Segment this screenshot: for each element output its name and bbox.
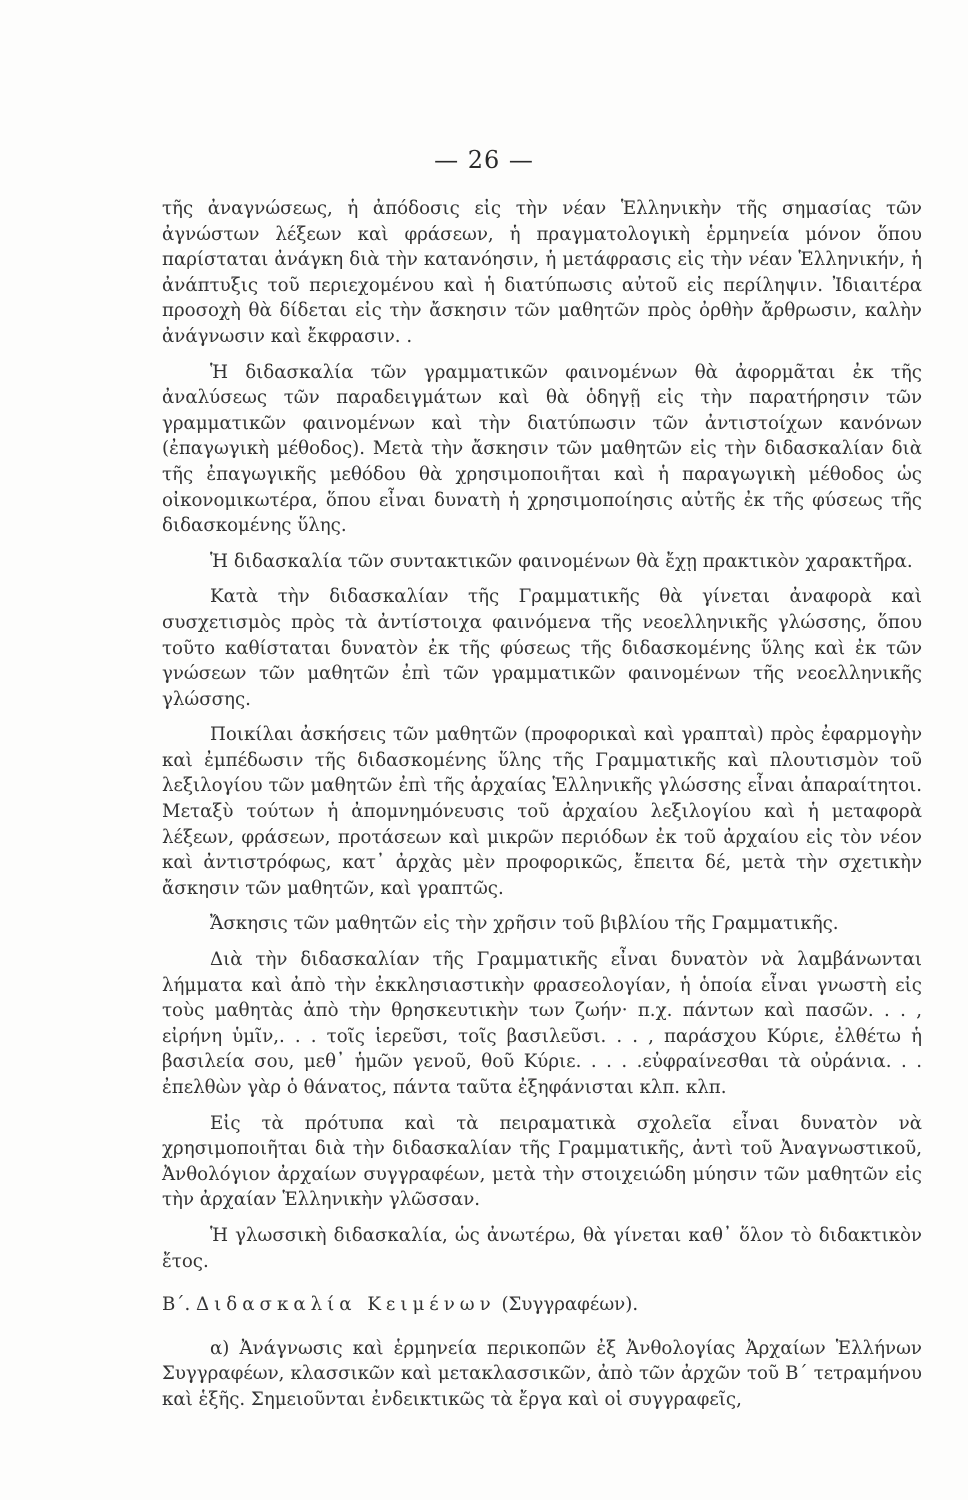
paragraph-anthology-reading: α) Ἀνάγνωσις καὶ ἑρμηνεία περικοπῶν ἐξ Ἀνθολογίας Ἀρχαίων Ἑλλήνων Συγγραφέων, κλασσικῶν καὶ μετακλασσικῶν, ἀπὸ τῶν ἀρχῶν τοῦ Β΄ τετραμήνου καὶ ἑξῆς. Σημειοῦνται ἐνδεικτικῶς τὰ ἔργα καὶ οἱ συγγραφεῖς,	[162, 1337, 922, 1410]
paragraph-ecclesiastical-phrases: Διὰ τὴν διδασκαλίαν τῆς Γραμματικῆς εἶναι δυνατὸν νὰ λαμβάνωνται λήμματα καὶ ἀπὸ τὴν ἐκκλησιαστικὴν φρασεολογίαν, ἡ ὁποία εἶναι γνωστὴ εἰς τοὺς μαθητὰς ἀπὸ τὴν θρησκευτικὴν των ζωήν· π.χ. πάντων καὶ πασῶν. . . , εἰρήνη ὑμῖν,. . . τοῖς ἱερεῦσι, τοῖς βασιλεῦσι. . . , παράσχου Κύριε, ἐλθέτω ἡ βασιλεία σου, μεθ᾽ ἡμῶν γενοῦ, θοῦ Κύριε. . . . .εὐφραίνεσθαι τὰ οὐράνια. . . ἐπελθὼν γὰρ ὁ θάνατος, πάντα ταῦτα ἐξηφάνισται κλπ. κλπ.	[162, 949, 922, 1098]
paragraph-model-schools: Εἰς τὰ πρότυπα καὶ τὰ πειραματικὰ σχολεῖα εἶναι δυνατὸν νὰ χρησιμοποιῆται διὰ τὴν διδασκαλίαν τῆς Γραμματικῆς, ἀντὶ τοῦ Ἀναγνωστικοῦ, Ἀνθολόγιον ἀρχαίων συγγραφέων, μετὰ τὴν στοιχειώδη μύησιν τῶν μαθητῶν εἰς τὴν ἀρχαίαν Ἑλληνικὴν γλῶσσαν.	[162, 1112, 922, 1211]
paragraph-grammar-teaching: Ἡ διδασκαλία τῶν γραμματικῶν φαινομένων θὰ ἀφορμᾶται ἐκ τῆς ἀναλύσεως τῶν παραδειγμάτων καὶ θὰ ὁδηγῇ εἰς τὴν παρατήρησιν τῶν γραμματικῶν φαινομένων καὶ τὴν διατύπωσιν τῶν ἀντιστοίχων κανόνων (ἐπαγωγικὴ μέθοδος). Μετὰ τὴν ἄσκησιν τῶν μαθητῶν εἰς τὴν διδασκαλίαν διὰ τῆς ἐπαγωγικῆς μεθόδου θὰ χρησιμοποιῆται καὶ ἡ παραγωγικὴ μέθοδος ὡς οἰκονομικωτέρα, ὅπου εἶναι δυνατὴ ἡ χρησιμοποίησις αὐτῆς ἐκ τῆς φύσεως τῆς διδασκομένης ὕλης.	[162, 361, 922, 537]
paragraph-reading-method: τῆς ἀναγνώσεως, ἡ ἀπόδοσις εἰς τὴν νέαν Ἑλληνικὴν τῆς σημασίας τῶν ἀγνώστων λέξεων καὶ φράσεων, ἡ πραγματολογικὴ ἑρμηνεία μόνον ὅπου παρίσταται ἀνάγκη διὰ τὴν κατανόησιν, ἡ μετάφρασις εἰς τὴν νέαν Ἑλληνικήν, ἡ ἀνάπτυξις τοῦ περιεχομένου καὶ ἡ διατύπωσις αὐτοῦ εἰς περίληψιν. Ἰδιαιτέρα προσοχὴ θὰ δίδεται εἰς τὴν ἄσκησιν τῶν μαθητῶν πρὸς ὀρθὴν ἄρθρωσιν, καλὴν ἀνάγνωσιν καὶ ἔκφρασιν. .	[162, 198, 922, 347]
paragraph-modern-greek-comparison: Κατὰ τὴν διδασκαλίαν τῆς Γραμματικῆς θὰ γίνεται ἀναφορὰ καὶ συσχετισμὸς πρὸς τὰ ἀντίστοιχα φαινόμενα τῆς νεοελληνικῆς γλώσσης, ὅπου τοῦτο καθίσταται δυνατὸν ἐκ τῆς φύσεως τῆς διδασκομένης ὕλης καὶ ἐκ τῶν γνώσεων τῶν μαθητῶν ἐπὶ τῶν γραμματικῶν φαινομένων τῆς νεοελληνικῆς γλώσσης.	[162, 586, 922, 710]
paragraph-exercises: Ποικίλαι ἀσκήσεις τῶν μαθητῶν (προφορικαὶ καὶ γραπταὶ) πρὸς ἐφαρμογὴν καὶ ἐμπέδωσιν τῆς διδασκομένης ὕλης τῆς Γραμματικῆς καὶ πλουτισμὸν τοῦ λεξιλογίου τῶν μαθητῶν ἐπὶ τῆς ἀρχαίας Ἑλληνικῆς γλώσσης εἶναι ἀπαραίτητοι. Μεταξὺ τούτων ἡ ἀπομνημόνευσις τοῦ ἀρχαίου λεξιλογίου καὶ ἡ μεταφορὰ λέξεων, φράσεων, προτάσεων καὶ μικρῶν περιόδων ἐκ τοῦ ἀρχαίου εἰς τὸν νέον καὶ ἀντιστρόφως, κατ᾽ ἀρχὰς μὲν προφορικῶς, ἔπειτα δέ, μετὰ τὴν σχετικὴν ἄσκησιν τῶν μαθητῶν, καὶ γραπτῶς.	[162, 724, 922, 899]
body-text	[162, 196, 922, 1423]
page-number: — 26 —	[434, 146, 534, 174]
paragraph-syntax-teaching: Ἡ διδασκαλία τῶν συντακτικῶν φαινομένων θὰ ἔχῃ πρακτικὸν χαρακτῆρα.	[210, 550, 913, 572]
paragraph-grammar-book-practice: Ἄσκησις τῶν μαθητῶν εἰς τὴν χρῆσιν τοῦ βιβλίου τῆς Γραμματικῆς.	[210, 913, 839, 935]
section-heading-number: Β΄.	[162, 1294, 191, 1316]
section-heading-subtitle: (Συγγραφέων).	[501, 1294, 639, 1316]
section-heading-title: Διδασκαλία Κειμένων	[196, 1294, 496, 1316]
paragraph-school-year: Ἡ γλωσσικὴ διδασκαλία, ὡς ἀνωτέρω, θὰ γίνεται καθ᾽ ὅλον τὸ διδακτικὸν ἔτος.	[162, 1224, 922, 1272]
section-heading	[162, 1292, 922, 1318]
